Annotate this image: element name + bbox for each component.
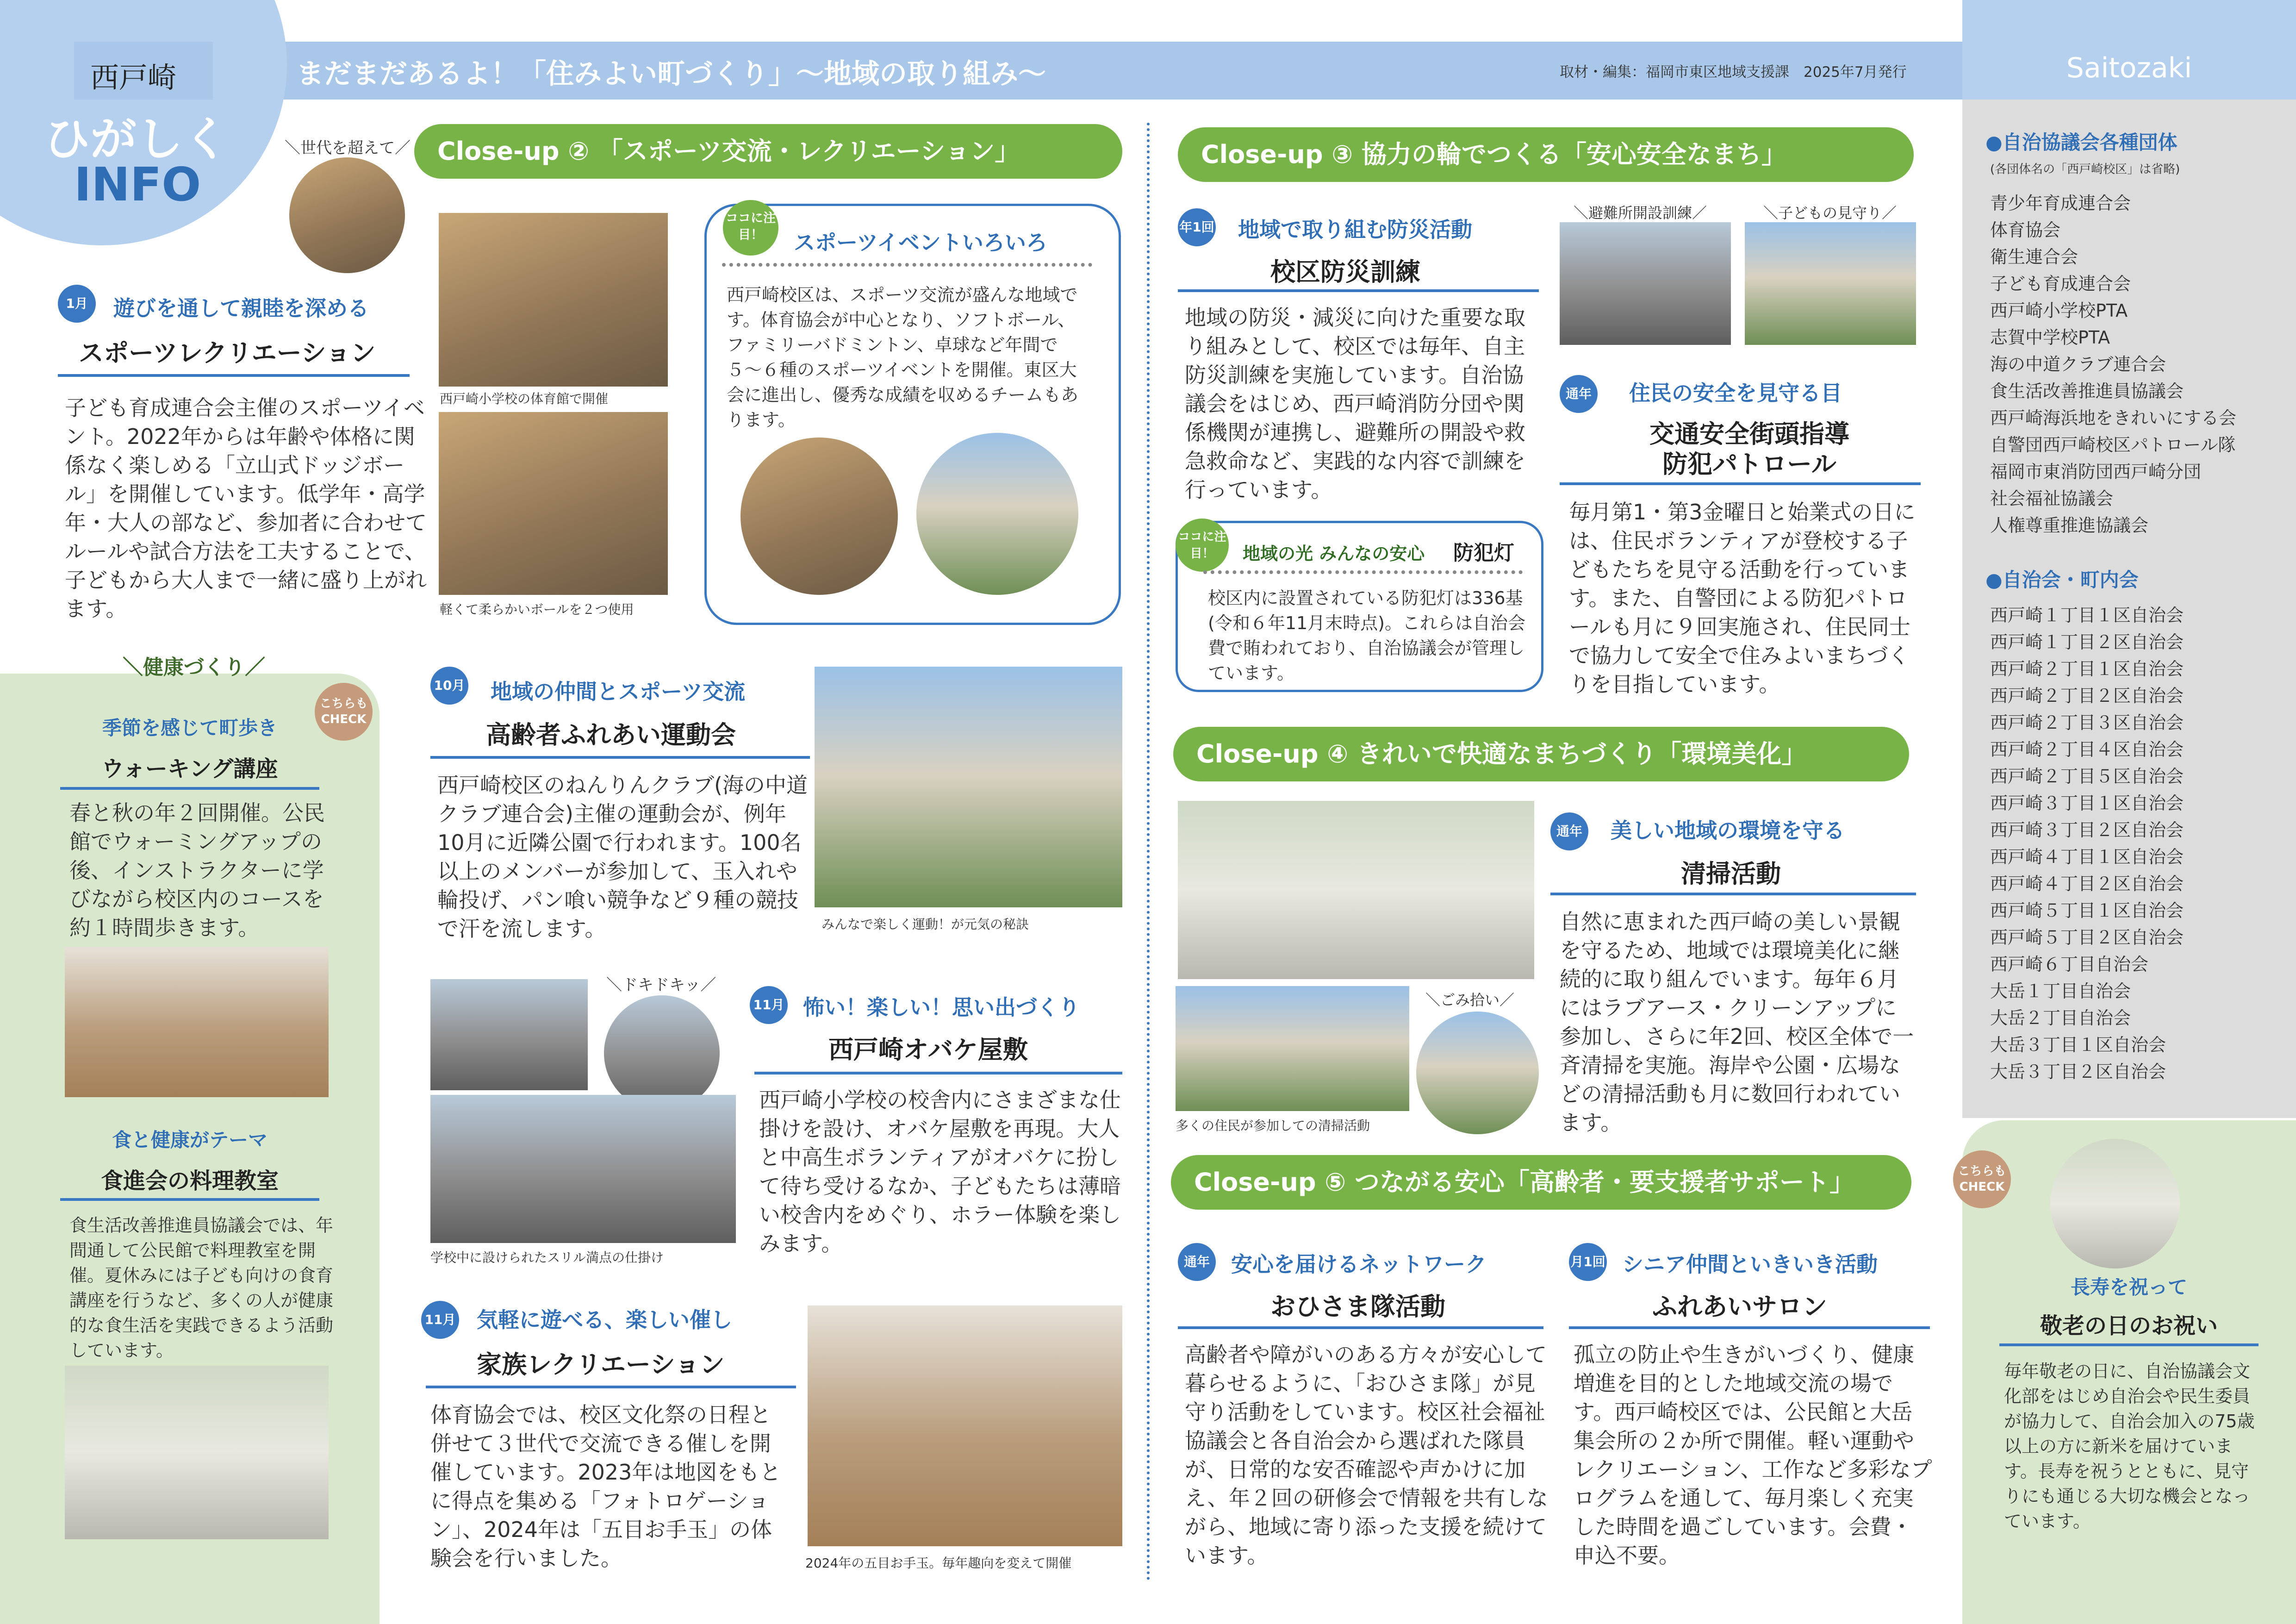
ohisama-body: 高齢者や障がいのある方々が安心して暮らせるように、「おひさま隊」が見守り活動をしています。校区社会福祉協議会と各自治会から選ばれた隊員が、日常的な安否確認や声かけに加え、年２回の研修会で情報を共有しながら、地域に寄り添った支援を続けています。 xyxy=(1185,1342,1548,1568)
town-item: 西戸崎５丁目２区自治会 xyxy=(1990,927,2184,948)
health-tag: ＼健康づくり／ xyxy=(123,656,265,679)
salon-body: 孤立の防止や生きがいづくり、健康増進を目的とした地域交流の場です。西戸崎校区では、公民館と大岳集会所の２か所で開催。軽い運動やレクリエーション、工作など多彩なプログラムを通して、毎月楽しく充実した時間を過ごしています。会費・申込不要。 xyxy=(1574,1342,1932,1568)
cu3-banner: Close-up ③ 協力の輪でつくる「安心安全なまち」 xyxy=(1178,127,1914,182)
family-cap: 2024年の五目お手玉。毎年趣向を変えて開催 xyxy=(805,1555,1072,1571)
undokai-cap: みんなで楽しく運動！が元気の秘訣 xyxy=(821,917,1029,932)
salon-sub: シニア仲間といきいき活動 xyxy=(1622,1252,1878,1277)
badge-mid: ひがしく xyxy=(44,112,229,166)
keirou-photo xyxy=(2050,1139,2180,1268)
traffic-sub: 住民の安全を見守る目 xyxy=(1629,381,1842,406)
group-item: 社会福祉協議会 xyxy=(1990,488,2114,509)
salon-month: 月1回 xyxy=(1569,1243,1607,1281)
group-item: 人権尊重推進協議会 xyxy=(1990,515,2149,536)
group-item: 自警団西戸崎校区パトロール隊 xyxy=(1990,435,2236,455)
keirou-sub: 長寿を祝って xyxy=(2070,1276,2187,1299)
cu2-kokoni: ココに注目！ xyxy=(723,200,778,256)
cu3-month: 年1回 xyxy=(1178,208,1216,246)
town-item: 大岳２丁目自治会 xyxy=(1990,1008,2131,1028)
cu4-circle xyxy=(1416,1012,1539,1134)
credit: 取材・編集：福岡市東区地域支援課 2025年7月発行 xyxy=(1560,64,1907,81)
town-item: 大岳３丁目２区自治会 xyxy=(1990,1062,2166,1082)
cu3-box-dots xyxy=(1203,570,1523,574)
sec1-body: 子ども育成連合会主催のスポーツイベント。2022年からは年齢や体格に関係なく楽しめる「立山式ドッジボール」を開催しています。低学年・高学年・大人の部など、参加者に合わせてルールや試合方法を工夫することで、子どもから大人まで一緒に盛り上がれます。 xyxy=(65,395,427,621)
undokai-photo xyxy=(815,667,1122,907)
keirou-title: 敬老の日のお祝い xyxy=(2040,1313,2218,1339)
undokai-line xyxy=(430,756,810,759)
right-s1-note: (各団体名の「西戸崎校区」は省略) xyxy=(1990,162,2180,176)
right-s1: ●自治協議会各種団体 xyxy=(1985,131,2178,154)
obake-line xyxy=(754,1072,1122,1074)
cu3-kokoni: ココに注目！ xyxy=(1176,518,1229,572)
column-divider xyxy=(1147,123,1150,1581)
cu4-line xyxy=(1550,893,1916,895)
town-item: 大岳１丁目自治会 xyxy=(1990,981,2131,1001)
group-item: 海の中道クラブ連合会 xyxy=(1990,354,2166,375)
family-title: 家族レクリエーション xyxy=(477,1350,725,1379)
salon-title: ふれあいサロン xyxy=(1652,1292,1827,1321)
walk-body: 春と秋の年２回開催。公民館でウォーミングアップの後、インストラクターに学びながら校区内のコースを約１時間歩きます。 xyxy=(69,800,325,940)
salon-line xyxy=(1569,1326,1930,1329)
traffic-title2: 防犯パトロール xyxy=(1662,450,1836,479)
undokai-title: 高齢者ふれあい運動会 xyxy=(486,720,736,750)
town-item: 西戸崎２丁目１区自治会 xyxy=(1990,659,2184,679)
cu3-box-title: 防犯灯 xyxy=(1453,541,1514,565)
sec1-circle-photo xyxy=(289,157,405,273)
cu2-circle1 xyxy=(740,437,898,595)
group-item: 西戸崎小学校PTA xyxy=(1990,300,2128,321)
cu2-cap2: 軽くて柔らかいボールを２つ使用 xyxy=(440,602,634,617)
page-title: まだまだあるよ！「住みよい町づくり」〜地域の取り組み〜 xyxy=(296,58,1046,90)
town-item: 西戸崎２丁目３区自治会 xyxy=(1990,712,2184,733)
cook-line xyxy=(60,1198,319,1201)
cu3-body: 地域の防災・減災に向けた重要な取り組みとして、校区では毎年、自主防災訓練を実施しています。自治協議会をはじめ、西戸崎消防分団や関係機関が連携し、避難所の開設や救急救命など、実践的な内容で訓練を行っています。 xyxy=(1185,305,1525,502)
family-sub: 気軽に遊べる、楽しい催し xyxy=(477,1307,732,1332)
sec1-title: スポーツレクリエーション xyxy=(79,338,376,368)
family-line xyxy=(426,1386,796,1388)
group-item: 食生活改善推進員協議会 xyxy=(1990,381,2184,401)
cook-sub: 食と健康がテーマ xyxy=(112,1129,268,1151)
sec1-month: 1月 xyxy=(58,285,96,323)
sec1-sub: 遊びを通して親睦を深める xyxy=(113,296,369,321)
family-body: 体育協会では、校区文化祭の日程と併せて３世代で交流できる催しを開催しています。2023年は地図をもとに得点を集める「フォトロゲーション」、2024年は「五目お手玉」の体験会を行いました。 xyxy=(430,1402,781,1571)
cu3-box-sub: 地域の光 みんなの安心 xyxy=(1243,543,1425,564)
cu4-cap: 多くの住民が参加しての清掃活動 xyxy=(1176,1118,1370,1133)
town-item: 西戸崎４丁目１区自治会 xyxy=(1990,847,2184,867)
traffic-line xyxy=(1560,482,1921,485)
group-item: 衛生連合会 xyxy=(1990,247,2078,267)
walk-sub: 季節を感じて町歩き xyxy=(102,717,277,739)
obake-photo2 xyxy=(430,1095,736,1243)
obake-tag: ＼ドキドキッ／ xyxy=(606,976,716,994)
walk-title: ウォーキング講座 xyxy=(101,756,278,782)
town-item: 西戸崎３丁目２区自治会 xyxy=(1990,820,2184,840)
traffic-body: 毎月第1・第3金曜日と始業式の日には、住民ボランティアが登校する子どもたちを見守る活動を行っています。また、自警団による防犯パトロールも月に９回実施され、住民同士で協力して安全で住みよいまちづくりを目指しています。 xyxy=(1569,500,1916,697)
undokai-body: 西戸崎校区のねんりんクラブ(海の中道クラブ連合会)主催の運動会が、例年10月に近隣公園で行われます。100名以上のメンバーが参加して、玉入れや輪投げ、パン喰い競争など９種の競技で汗を流します。 xyxy=(437,773,808,941)
town-item: 西戸崎５丁目１区自治会 xyxy=(1990,900,2184,921)
cu2-box-title: スポーツイベントいろいろ xyxy=(794,230,1047,255)
cu3-line xyxy=(1178,289,1539,292)
ohisama-sub: 安心を届けるネットワーク xyxy=(1231,1252,1487,1277)
right-s2: ●自治会・町内会 xyxy=(1985,568,2139,591)
health-check: こちらもCHECK xyxy=(315,683,373,741)
town-item: 西戸崎１丁目２区自治会 xyxy=(1990,632,2184,652)
obake-sub: 怖い！楽しい！思い出づくり xyxy=(803,995,1080,1020)
cu2-banner: Close-up ② 「スポーツ交流・レクリエーション」 xyxy=(414,124,1122,179)
cu3-photo2 xyxy=(1745,222,1916,345)
cu4-sub: 美しい地域の環境を守る xyxy=(1611,818,1845,843)
right-header xyxy=(1962,0,2296,100)
cook-body: 食生活改善推進員協議会では、年間通して公民館で料理教室を開催。夏休みには子ども向けの食育講座を行うなど、多くの人が健康的な食生活を実践できるよう活動しています。 xyxy=(69,1215,334,1361)
town-item: 西戸崎２丁目２区自治会 xyxy=(1990,686,2184,706)
obake-title: 西戸崎オバケ屋敷 xyxy=(828,1035,1028,1064)
badge-top: 西戸崎 xyxy=(90,61,177,94)
cu4-title: 清掃活動 xyxy=(1681,859,1781,888)
family-month: 11月 xyxy=(421,1301,459,1339)
family-photo xyxy=(808,1305,1122,1546)
cu2-circle2 xyxy=(916,433,1078,595)
group-item: 福岡市東消防団西戸崎分団 xyxy=(1990,462,2202,482)
walk-line xyxy=(60,787,319,790)
cu4-body: 自然に恵まれた西戸崎の美しい景観を守るため、地域では環境美化に継続的に取り組んでいます。毎年６月にはラブアース・クリーンアップに参加し、さらに年2回、校区全体で一斉清掃を実施。海岸や公園・広場などの清掃活動も月に数回行われています。 xyxy=(1560,909,1914,1135)
cu2-photo2 xyxy=(439,412,668,595)
cu2-box-body: 西戸崎校区は、スポーツ交流が盛んな地域です。体育協会が中心となり、ソフトボール、ファミリーバドミントン、卓球など年間で５〜６種のスポーツイベントを開催。東区大会に進出し、優秀な成績を収めるチームもあります。 xyxy=(727,285,1079,430)
group-item: 子ども育成連合会 xyxy=(1990,274,2131,294)
town-item: 西戸崎６丁目自治会 xyxy=(1990,954,2149,974)
group-item: 志賀中学校PTA xyxy=(1990,327,2110,348)
undokai-month: 10月 xyxy=(430,667,468,705)
obake-circle xyxy=(604,995,720,1111)
town-item: 大岳３丁目１区自治会 xyxy=(1990,1035,2166,1055)
cu4-photo2 xyxy=(1176,986,1409,1111)
cu3-photo1 xyxy=(1560,222,1731,345)
cu2-cap1: 西戸崎小学校の体育館で開催 xyxy=(440,391,609,406)
group-item: 西戸崎海浜地をきれいにする会 xyxy=(1990,408,2237,428)
town-item: 西戸崎１丁目１区自治会 xyxy=(1990,605,2184,625)
sec1-line xyxy=(58,374,410,377)
group-item: 青少年育成連合会 xyxy=(1990,193,2131,213)
cu4-banner: Close-up ④ きれいで快適なまちづくり「環境美化」 xyxy=(1173,727,1909,781)
cu3-box-body: 校区内に設置されている防犯灯は336基(令和６年11月末時点)。これらは自治会費で賄われており、自治協議会が管理しています。 xyxy=(1208,588,1526,683)
traffic-month: 通年 xyxy=(1560,375,1598,413)
cu3-tag2: ＼子どもの見守り／ xyxy=(1763,204,1897,222)
town-item: 西戸崎３丁目１区自治会 xyxy=(1990,793,2184,813)
group-item: 体育協会 xyxy=(1990,220,2061,240)
cu4-tag: ＼ごみ拾い／ xyxy=(1425,991,1515,1009)
cu4-photo1 xyxy=(1178,801,1534,979)
cu5-banner: Close-up ⑤ つながる安心「高齢者・要支援者サポート」 xyxy=(1171,1155,1911,1210)
walk-photo xyxy=(65,947,329,1097)
town-item: 西戸崎４丁目２区自治会 xyxy=(1990,874,2184,894)
cook-title: 食進会の料理教室 xyxy=(100,1168,279,1194)
cu2-photo1 xyxy=(439,213,668,387)
badge-bot: INFO xyxy=(74,157,201,212)
right-title: Saitozaki xyxy=(2066,52,2192,84)
keirou-line xyxy=(1999,1343,2259,1346)
group-list xyxy=(1990,190,2236,539)
keirou-body: 毎年敬老の日に、自治協議会文化部をはじめ自治会や民生委員が協力して、自治会加入の75歳以上の方に新米を届けています。長寿を祝うとともに、見守りにも通じる大切な機会となっています。 xyxy=(2004,1361,2255,1531)
cu3-tag1: ＼避難所開設訓練／ xyxy=(1574,204,1707,222)
cu3-title: 校区防災訓練 xyxy=(1270,257,1420,287)
ohisama-line xyxy=(1178,1326,1543,1329)
undokai-sub: 地域の仲間とスポーツ交流 xyxy=(491,679,746,704)
cu4-month: 通年 xyxy=(1550,812,1588,850)
cu3-sub: 地域で取り組む防災活動 xyxy=(1238,217,1472,242)
town-item: 西戸崎２丁目５区自治会 xyxy=(1990,766,2184,787)
obake-body: 西戸崎小学校の校舎内にさまざまな仕掛けを設け、オバケ屋敷を再現。大人と中高生ボランティアがオバケに扮して待ち受けるなか、子どもたちは薄暗い校舎内をめぐり、ホラー体験を楽しみます。 xyxy=(759,1087,1121,1256)
ohisama-title: おひさま隊活動 xyxy=(1270,1292,1445,1321)
obake-photo1 xyxy=(430,979,588,1090)
town-item: 西戸崎２丁目４区自治会 xyxy=(1990,739,2184,760)
sec1-tag: ＼世代を超えて／ xyxy=(285,139,411,157)
cook-photo xyxy=(65,1366,329,1539)
right-check: こちらもCHECK xyxy=(1953,1150,2011,1208)
obake-month: 11月 xyxy=(750,986,788,1024)
traffic-title1: 交通安全街頭指導 xyxy=(1649,419,1849,449)
cu2-dots xyxy=(722,263,1092,267)
obake-cap: 学校中に設けられたスリル満点の仕掛け xyxy=(430,1250,664,1265)
ohisama-month: 通年 xyxy=(1178,1243,1216,1281)
town-list xyxy=(1990,602,2184,1085)
